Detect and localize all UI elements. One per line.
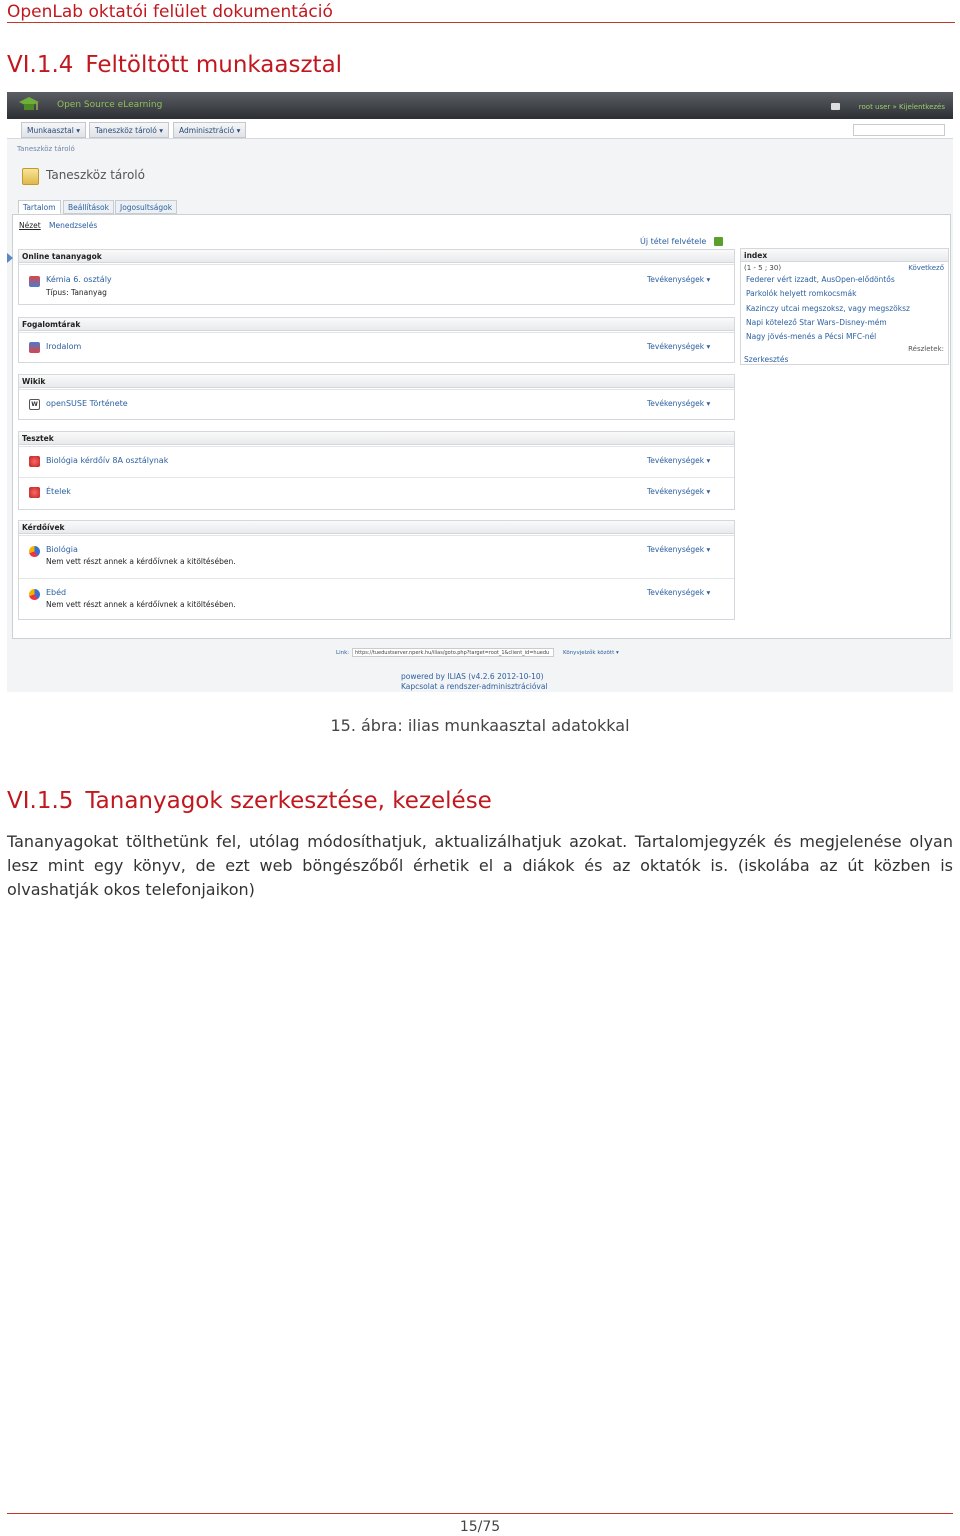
contact-admin-link[interactable]: Kapcsolat a rendszer-adminisztrációval [401, 682, 548, 691]
survey-pie-icon [29, 546, 40, 557]
test-icon [29, 487, 40, 498]
block-kerdoivek [18, 520, 735, 620]
new-item-link[interactable]: Új tétel felvétele [640, 237, 707, 246]
subtab-nezet[interactable]: Nézet [19, 221, 41, 230]
list-item[interactable] [19, 535, 734, 578]
learning-module-icon [29, 276, 40, 287]
subtab-menedzseles[interactable]: Menedzselés [49, 221, 98, 230]
list-item[interactable] [19, 389, 734, 419]
user-logout-link[interactable]: root user » Kijelentkezés [858, 103, 945, 111]
actions-dropdown[interactable]: Tevékenységek ▾ [647, 588, 710, 597]
menu-munkaasztal[interactable]: Munkaasztal ▾ [21, 122, 86, 138]
side-news-link[interactable]: Parkolók helyett romkocsmák [746, 289, 857, 298]
footer-link-label: Link: [336, 650, 350, 656]
block-fogalomtarak [18, 317, 735, 363]
tab-jogosultsagok[interactable]: Jogosultságok [115, 200, 177, 214]
breadcrumb[interactable]: Taneszköz tároló [17, 145, 75, 153]
page-title: Taneszköz tároló [46, 168, 145, 182]
ilias-screenshot [7, 92, 953, 692]
list-item[interactable] [19, 332, 734, 362]
item-title[interactable]: openSUSE Története [46, 399, 128, 408]
expand-arrow-icon[interactable] [7, 253, 13, 263]
section-title: Tananyagok szerkesztése, kezelése [85, 788, 492, 814]
side-next-link[interactable]: Következő [908, 264, 944, 272]
running-header [7, 2, 955, 23]
actions-dropdown[interactable]: Tevékenységek ▾ [647, 487, 710, 496]
list-item[interactable] [19, 477, 734, 509]
side-news-link[interactable]: Federer vért izzadt, AusOpen-elődöntős [746, 275, 895, 284]
plus-icon[interactable] [714, 237, 723, 246]
side-news-link[interactable]: Nagy jövés-menés a Pécsi MFC-nél [746, 332, 877, 341]
item-subtitle: Nem vett részt annek a kérdőívnek a kitöltésében. [46, 600, 236, 609]
block-wikik [18, 374, 735, 420]
item-subtitle: Típus: Tananyag [46, 288, 107, 297]
survey-pie-icon [29, 589, 40, 600]
powered-by-text: powered by ILIAS (v4.2.6 2012-10-10) [401, 672, 544, 681]
section-number: VI.1.4 [7, 52, 74, 78]
side-news-link[interactable]: Napi kötelező Star Wars–Disney-mém [746, 318, 887, 327]
item-subtitle: Nem vett részt annek a kérdőívnek a kitöltésében. [46, 557, 236, 566]
side-range: (1 - 5 ; 30) [744, 264, 782, 272]
actions-dropdown[interactable]: Tevékenységek ▾ [647, 342, 710, 351]
mail-icon[interactable] [831, 103, 840, 110]
block-header: Kérdőívek [19, 521, 734, 534]
figure-caption: 15. ábra: ilias munkaasztal adatokkal [330, 716, 630, 735]
glossary-icon [29, 342, 40, 353]
section-number: VI.1.5 [7, 788, 74, 814]
item-title[interactable]: Kémia 6. osztály [46, 275, 112, 284]
block-header: Wikik [19, 375, 734, 388]
tab-beallitasok[interactable]: Beállítások [63, 200, 114, 214]
side-details-toggle[interactable]: Részletek: [908, 345, 944, 353]
list-item[interactable] [19, 446, 734, 477]
menu-adminisztracio[interactable]: Adminisztráció ▾ [173, 122, 246, 138]
graduation-cap-icon [18, 96, 40, 114]
section-title: Feltöltött munkaasztal [85, 52, 343, 78]
section-heading-1 [7, 52, 342, 78]
block-header: Fogalomtárak [19, 318, 734, 331]
item-title[interactable]: Biológia [46, 545, 78, 554]
block-online-tananyagok [18, 249, 735, 305]
item-title[interactable]: Biológia kérdőív 8A osztálynak [46, 456, 169, 465]
folder-icon [22, 168, 39, 185]
brand-text: Open Source eLearning [57, 100, 163, 110]
wiki-icon: W [29, 399, 40, 410]
side-block-header: index [741, 249, 948, 262]
list-item[interactable] [19, 264, 734, 304]
block-header: Tesztek [19, 432, 734, 445]
tab-tartalom[interactable]: Tartalom [18, 200, 61, 214]
block-tesztek [18, 431, 735, 510]
actions-dropdown[interactable]: Tevékenységek ▾ [647, 545, 710, 554]
footer-rule [7, 1513, 953, 1514]
block-header: Online tananyagok [19, 250, 734, 263]
body-paragraph: Tananyagokat tölthetünk fel, utólag módosíthatjuk, aktualizálhatjuk azokat. Tartalomjegyzék és megjelenése olyan lesz mint egy könyv, de ezt web böngészőből érhetik el a diákok és az oktatók is. (iskolába az út közben is olvashatják okos telefonjaikon) [7, 832, 953, 899]
search-input[interactable] [853, 124, 945, 136]
actions-dropdown[interactable]: Tevékenységek ▾ [647, 275, 710, 284]
actions-dropdown[interactable]: Tevékenységek ▾ [647, 456, 710, 465]
side-edit-link[interactable]: Szerkesztés [744, 355, 789, 364]
item-title[interactable]: Ételek [46, 487, 71, 496]
running-header-title: OpenLab oktatói felület dokumentáció [7, 2, 333, 22]
footer-bookmark-link[interactable]: Könyvjelzők között ▾ [563, 650, 619, 656]
item-title[interactable]: Irodalom [46, 342, 82, 351]
actions-dropdown[interactable]: Tevékenységek ▾ [647, 399, 710, 408]
footer-permalink-field[interactable]: https://tuedustserver.nperk.hu/ilias/goto.php?target=root_1&client_id=huedu [352, 648, 554, 657]
menu-taneszkoz-tarolo[interactable]: Taneszköz tároló ▾ [89, 122, 169, 138]
list-item[interactable] [19, 578, 734, 619]
side-news-link[interactable]: Kazinczy utcai megszoksz, vagy megszöksz [746, 304, 910, 313]
item-title[interactable]: Ebéd [46, 588, 67, 597]
test-icon [29, 456, 40, 467]
side-news-block [740, 248, 949, 365]
page-number: 15/75 [459, 1519, 501, 1535]
section-heading-2 [7, 788, 492, 814]
